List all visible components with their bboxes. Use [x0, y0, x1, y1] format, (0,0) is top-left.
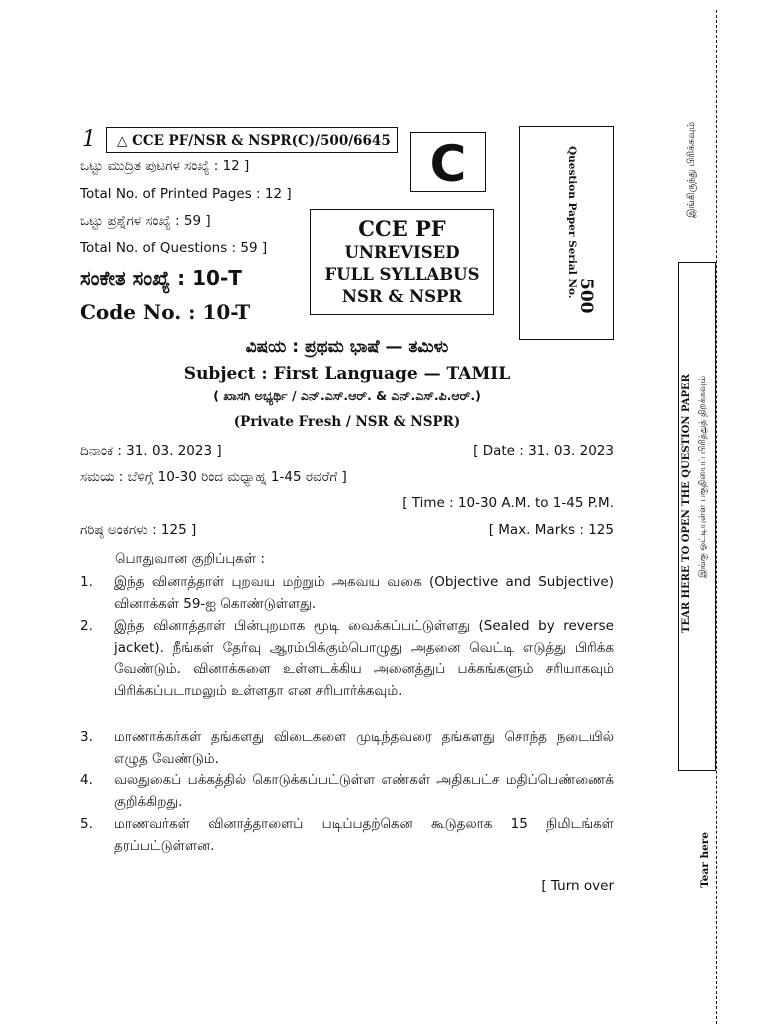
instruction-number: 4. — [80, 772, 93, 788]
subject-english: Subject : First Language — TAMIL — [183, 364, 511, 384]
title-box — [310, 209, 494, 315]
instruction-number: 2. — [80, 618, 93, 634]
instruction-item — [80, 572, 614, 615]
tear-dashed-line[interactable] — [716, 10, 717, 1024]
candidate-type-english: (Private Fresh / NSR & NSPR) — [233, 414, 461, 430]
instruction-item — [80, 616, 614, 702]
code-number-english: Code No. : 10-T — [80, 300, 251, 324]
instruction-item — [80, 727, 614, 770]
title-line-1: CCE PF — [358, 216, 446, 241]
instructions-heading: பொதுவான குறிப்புகள் : — [115, 551, 265, 567]
date-english: [ Date : 31. 03. 2023 — [473, 443, 614, 459]
code-number-kannada: ಸಂಕೇತ ಸಂಖ್ಯೆ : 10-T — [80, 266, 242, 290]
version-letter-box: C — [410, 132, 486, 192]
tear-box-english: TEAR HERE TO OPEN THE QUESTION PAPER — [681, 374, 692, 633]
time-kannada: ಸಮಯ : ಬೆಳಿಗ್ಗೆ 10-30 ರಿಂದ ಮಧ್ಯಾಹ್ನ 1-45 ರವರೆಗೆ ] — [80, 469, 347, 485]
tear-box-tamil: இங்கு ஓட்டியுள்ள பகுதியைப் பிரித்துத் திறக்கவும் — [698, 376, 708, 578]
instruction-number: 1. — [80, 574, 93, 590]
instruction-number: 3. — [80, 729, 93, 745]
title-line-4: NSR & NSPR — [341, 287, 463, 306]
title-line-3: FULL SYLLABUS — [324, 265, 480, 284]
candidate-type-kannada: ( ಖಾಸಗಿ ಅಭ್ಯರ್ಥಿ / ಎನ್.ಎಸ್.ಆರ್. & ಎನ್.ಎಸ್.ಪಿ.ಆರ್.) — [213, 388, 481, 403]
instruction-text: வலதுகைப் பக்கத்தில் கொடுக்கப்பட்டுள்ள எண்கள் அதிகபட்ச மதிப்பெண்ணைக் குறிக்கிறது. — [114, 772, 614, 810]
instruction-number: 5. — [80, 816, 93, 832]
tear-here-label: Tear here — [699, 832, 711, 888]
instruction-text: மாணவர்கள் வினாத்தாளைப் படிப்பதற்கென கூடுதலாக 15 நிமிடங்கள் தரப்பட்டுள்ளன. — [114, 816, 614, 854]
marks-english: [ Max. Marks : 125 — [488, 522, 614, 538]
instruction-item — [80, 770, 614, 813]
serial-label: Question Paper Serial No. — [566, 146, 578, 299]
printed-pages-english: Total No. of Printed Pages : 12 ] — [80, 186, 292, 202]
questions-count-english: Total No. of Questions : 59 ] — [80, 240, 268, 256]
subject-kannada: ವಿಷಯ : ಪ್ರಥಮ ಭಾಷೆ — ತಮಿಳು — [245, 337, 449, 357]
marks-kannada: ಗರಿಷ್ಠ ಅಂಕಗಳು : 125 ] — [80, 522, 197, 538]
printed-pages-kannada: ಒಟ್ಟು ಮುದ್ರಿತ ಪುಟಗಳ ಸಂಖ್ಯೆ : 12 ] — [80, 158, 250, 174]
tear-top-tamil: இங்கிருந்து பிரிக்கவும் — [686, 122, 697, 218]
title-line-2: UNREVISED — [344, 243, 460, 262]
turn-over-note: [ Turn over — [541, 878, 614, 894]
instruction-text: இந்த வினாத்தாள் புறவய மற்றும் அகவய வகை (Objective and Subjective) வினாக்கள் 59-ஐ கொண்டுள்ளது. — [114, 574, 614, 612]
instruction-text: இந்த வினாத்தாள் பின்புறமாக மூடி வைக்கப்பட்டுள்ளது (Sealed by reverse jacket). நீங்கள் தேர்வு ஆரம்பிக்கும்பொழுது அதனை வெட்டி எடுத்து பிரிக்க வேண்டும். வினாக்களை உள்ளடக்கிய அனைத்துப் பக்கங்களும் சரியாகவும் பிரிக்கப்படாமலும் உள்ளதா என சரிபார்க்கவும். — [114, 618, 614, 699]
page-number: 1 — [82, 127, 96, 152]
time-english: [ Time : 10-30 A.M. to 1-45 P.M. — [402, 495, 614, 511]
paper-code-box: △ CCE PF/NSR & NSPR(C)/500/6645 — [106, 127, 398, 153]
serial-number: 500 — [576, 278, 596, 314]
instruction-item — [80, 814, 614, 857]
date-row — [80, 443, 614, 459]
questions-count-kannada: ಒಟ್ಟು ಪ್ರಶ್ನೆಗಳ ಸಂಖ್ಯೆ : 59 ] — [80, 213, 211, 229]
marks-row — [80, 522, 614, 538]
instruction-text: மாணாக்கர்கள் தங்களது விடைகளை முடிந்தவரை தங்களது சொந்த நடையில் எழுத வேண்டும். — [114, 729, 614, 767]
date-kannada: ದಿನಾಂಕ : 31. 03. 2023 ] — [80, 443, 222, 459]
